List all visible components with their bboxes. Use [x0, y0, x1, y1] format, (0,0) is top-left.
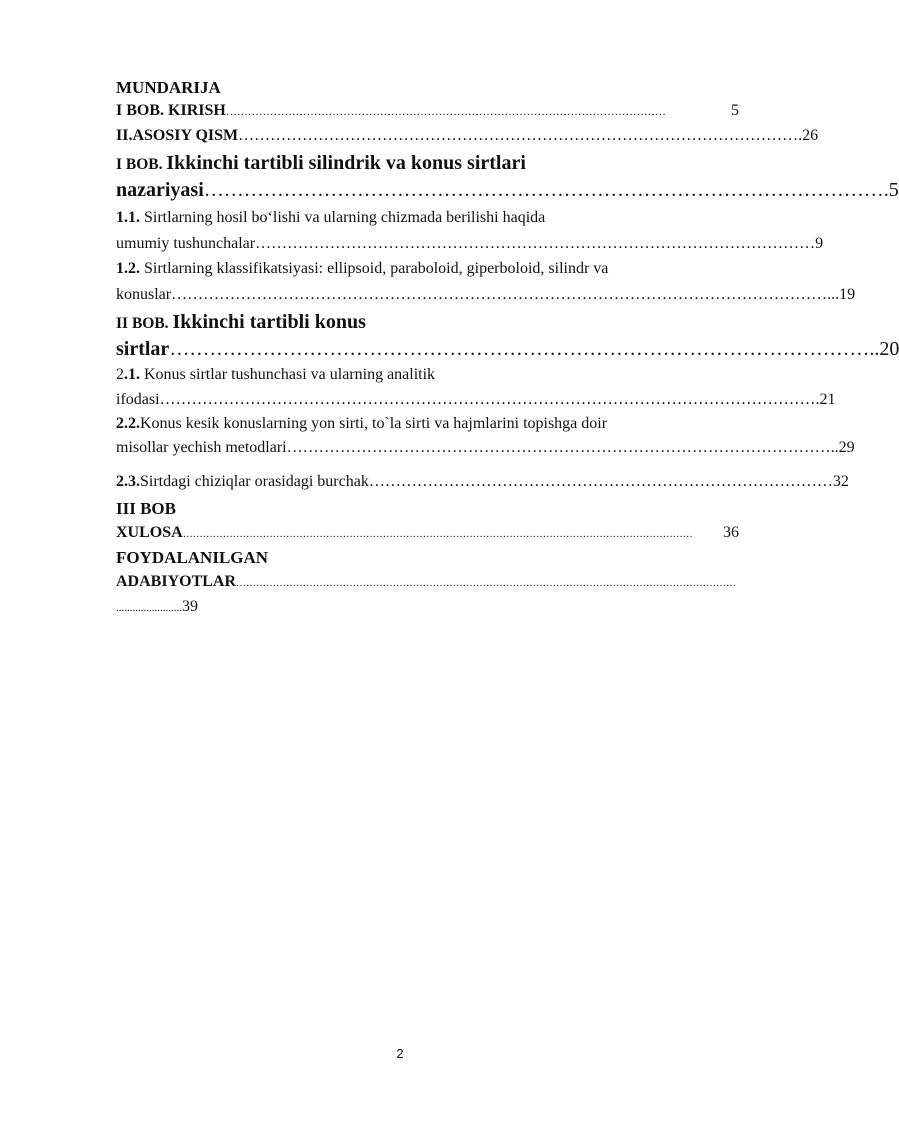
chapter-prefix: II BOB.	[116, 315, 173, 332]
toc-entry-2-3[interactable]	[116, 473, 849, 490]
section-number: .1.	[124, 366, 140, 383]
section-title-line: Konus kesik konuslarning yon sirti, to`la sirti va hajmlarini topishga doir	[140, 415, 608, 432]
toc-entry-xulosa[interactable]	[116, 525, 739, 541]
toc-page-number: 36	[723, 524, 739, 541]
section-title-line: umumiy tushunchalar	[116, 235, 256, 252]
section-title-line: Sirtlarning klassifikatsiyasi: ellipsoid, paraboloid, giperboloid, silindr va	[140, 260, 609, 277]
toc-entry-kirish[interactable]	[116, 103, 739, 119]
leader-dots: ……………………………………………………………………………………………………………	[171, 286, 828, 303]
toc-page-number: 5	[731, 102, 739, 119]
section-title-line: Sirtdagi chiziqlar orasidagi burchak	[140, 473, 369, 490]
toc-entry-1-2-cont[interactable]	[116, 286, 856, 303]
toc-entry-chapter3-title[interactable]: III BOB	[116, 499, 176, 518]
toc-entry-label: ADABIYOTLAR	[116, 573, 237, 590]
section-number: 1.2.	[116, 260, 140, 277]
toc-page-number: .5	[883, 179, 899, 201]
toc-entry-1-1[interactable]	[116, 210, 739, 226]
section-title-line: ifodasi	[116, 391, 160, 408]
toc-entry-2-1-cont[interactable]	[116, 391, 836, 408]
toc-entry-2-2[interactable]	[116, 416, 739, 432]
toc-entry-chapter2-cont[interactable]	[116, 338, 899, 360]
chapter-title-line: nazariyasi	[116, 179, 204, 201]
toc-entry-1-1-cont[interactable]	[116, 235, 824, 252]
section-title-line: konuslar	[116, 286, 172, 303]
toc-page-number: ..29	[830, 439, 855, 456]
leader-dots: ……………………………………………………………………………………………	[169, 338, 870, 360]
toc-entry-chapter2-title[interactable]	[116, 312, 739, 332]
leader-dots: ……………………………………………………………………………………………	[255, 235, 816, 252]
toc-entry-asosiy-qism[interactable]	[116, 127, 819, 144]
leader-dots: ………………………………………………………………………………………………………………………………………	[182, 529, 693, 540]
leader-dots: …………………………………………………………………………………………	[286, 439, 831, 456]
toc-page-number: 32	[832, 473, 849, 490]
toc-entry-label: XULOSA	[116, 524, 183, 541]
leader-dots: …………………………………………………………………………………………………………	[225, 106, 666, 118]
leader-dots: ……………………………………………………………………………	[368, 473, 833, 490]
leader-dots: ........................	[116, 602, 182, 614]
toc-entry-references-title[interactable]: FOYDALANILGAN	[116, 548, 269, 567]
toc-entry-references[interactable]	[116, 574, 739, 590]
toc-page-number: ..20	[869, 338, 899, 360]
leader-dots: ……………………………………………………………………………………………………………………………………	[236, 578, 737, 589]
toc-page-number: .26	[798, 127, 819, 144]
toc-entry-references-cont[interactable]	[116, 599, 739, 615]
section-number: 1.1.	[116, 209, 140, 226]
chapter-prefix: I BOB.	[116, 156, 167, 173]
toc-entry-2-2-cont[interactable]	[116, 439, 855, 456]
section-number-part: 2	[116, 366, 124, 383]
toc-page-number: .21	[815, 391, 836, 408]
chapter-title-line: Ikkinchi tartibli silindrik va konus sirtlari	[166, 152, 526, 174]
toc-page-number: 9	[815, 235, 824, 252]
section-title-line: misollar yechish metodlari	[116, 439, 287, 456]
section-title-line: Konus sirtlar tushunchasi va ularning analitik	[140, 366, 436, 383]
toc-heading: MUNDARIJA	[116, 78, 221, 97]
toc-entry-chapter1-cont[interactable]	[116, 179, 899, 201]
toc-entry-label: II.ASOSIY QISM	[116, 127, 239, 144]
section-number: 2.2.	[116, 415, 140, 432]
toc-entry-2-1[interactable]	[116, 367, 739, 383]
section-number: 2.3.	[116, 473, 140, 490]
chapter-title-line: Ikkinchi tartibli konus	[172, 311, 366, 333]
leader-dots: ……………………………………………………………………………………………	[238, 127, 799, 144]
leader-dots: …………………………………………………………………………………………	[203, 179, 884, 201]
toc-page-number: 39	[182, 598, 198, 615]
section-title-line: Sirtlarning hosil bo‘lishi va ularning chizmada berilishi haqida	[140, 209, 546, 226]
toc-entry-chapter1-title[interactable]	[116, 153, 739, 173]
leader-dots: ……………………………………………………………………………………………………………	[159, 391, 816, 408]
toc-page-number: ...19	[827, 286, 856, 303]
toc-entry-1-2[interactable]	[116, 261, 739, 277]
chapter-title-line: sirtlar	[116, 338, 170, 360]
page-number: 2	[396, 1046, 404, 1061]
toc-entry-label: I BOB. KIRISH	[116, 102, 226, 119]
